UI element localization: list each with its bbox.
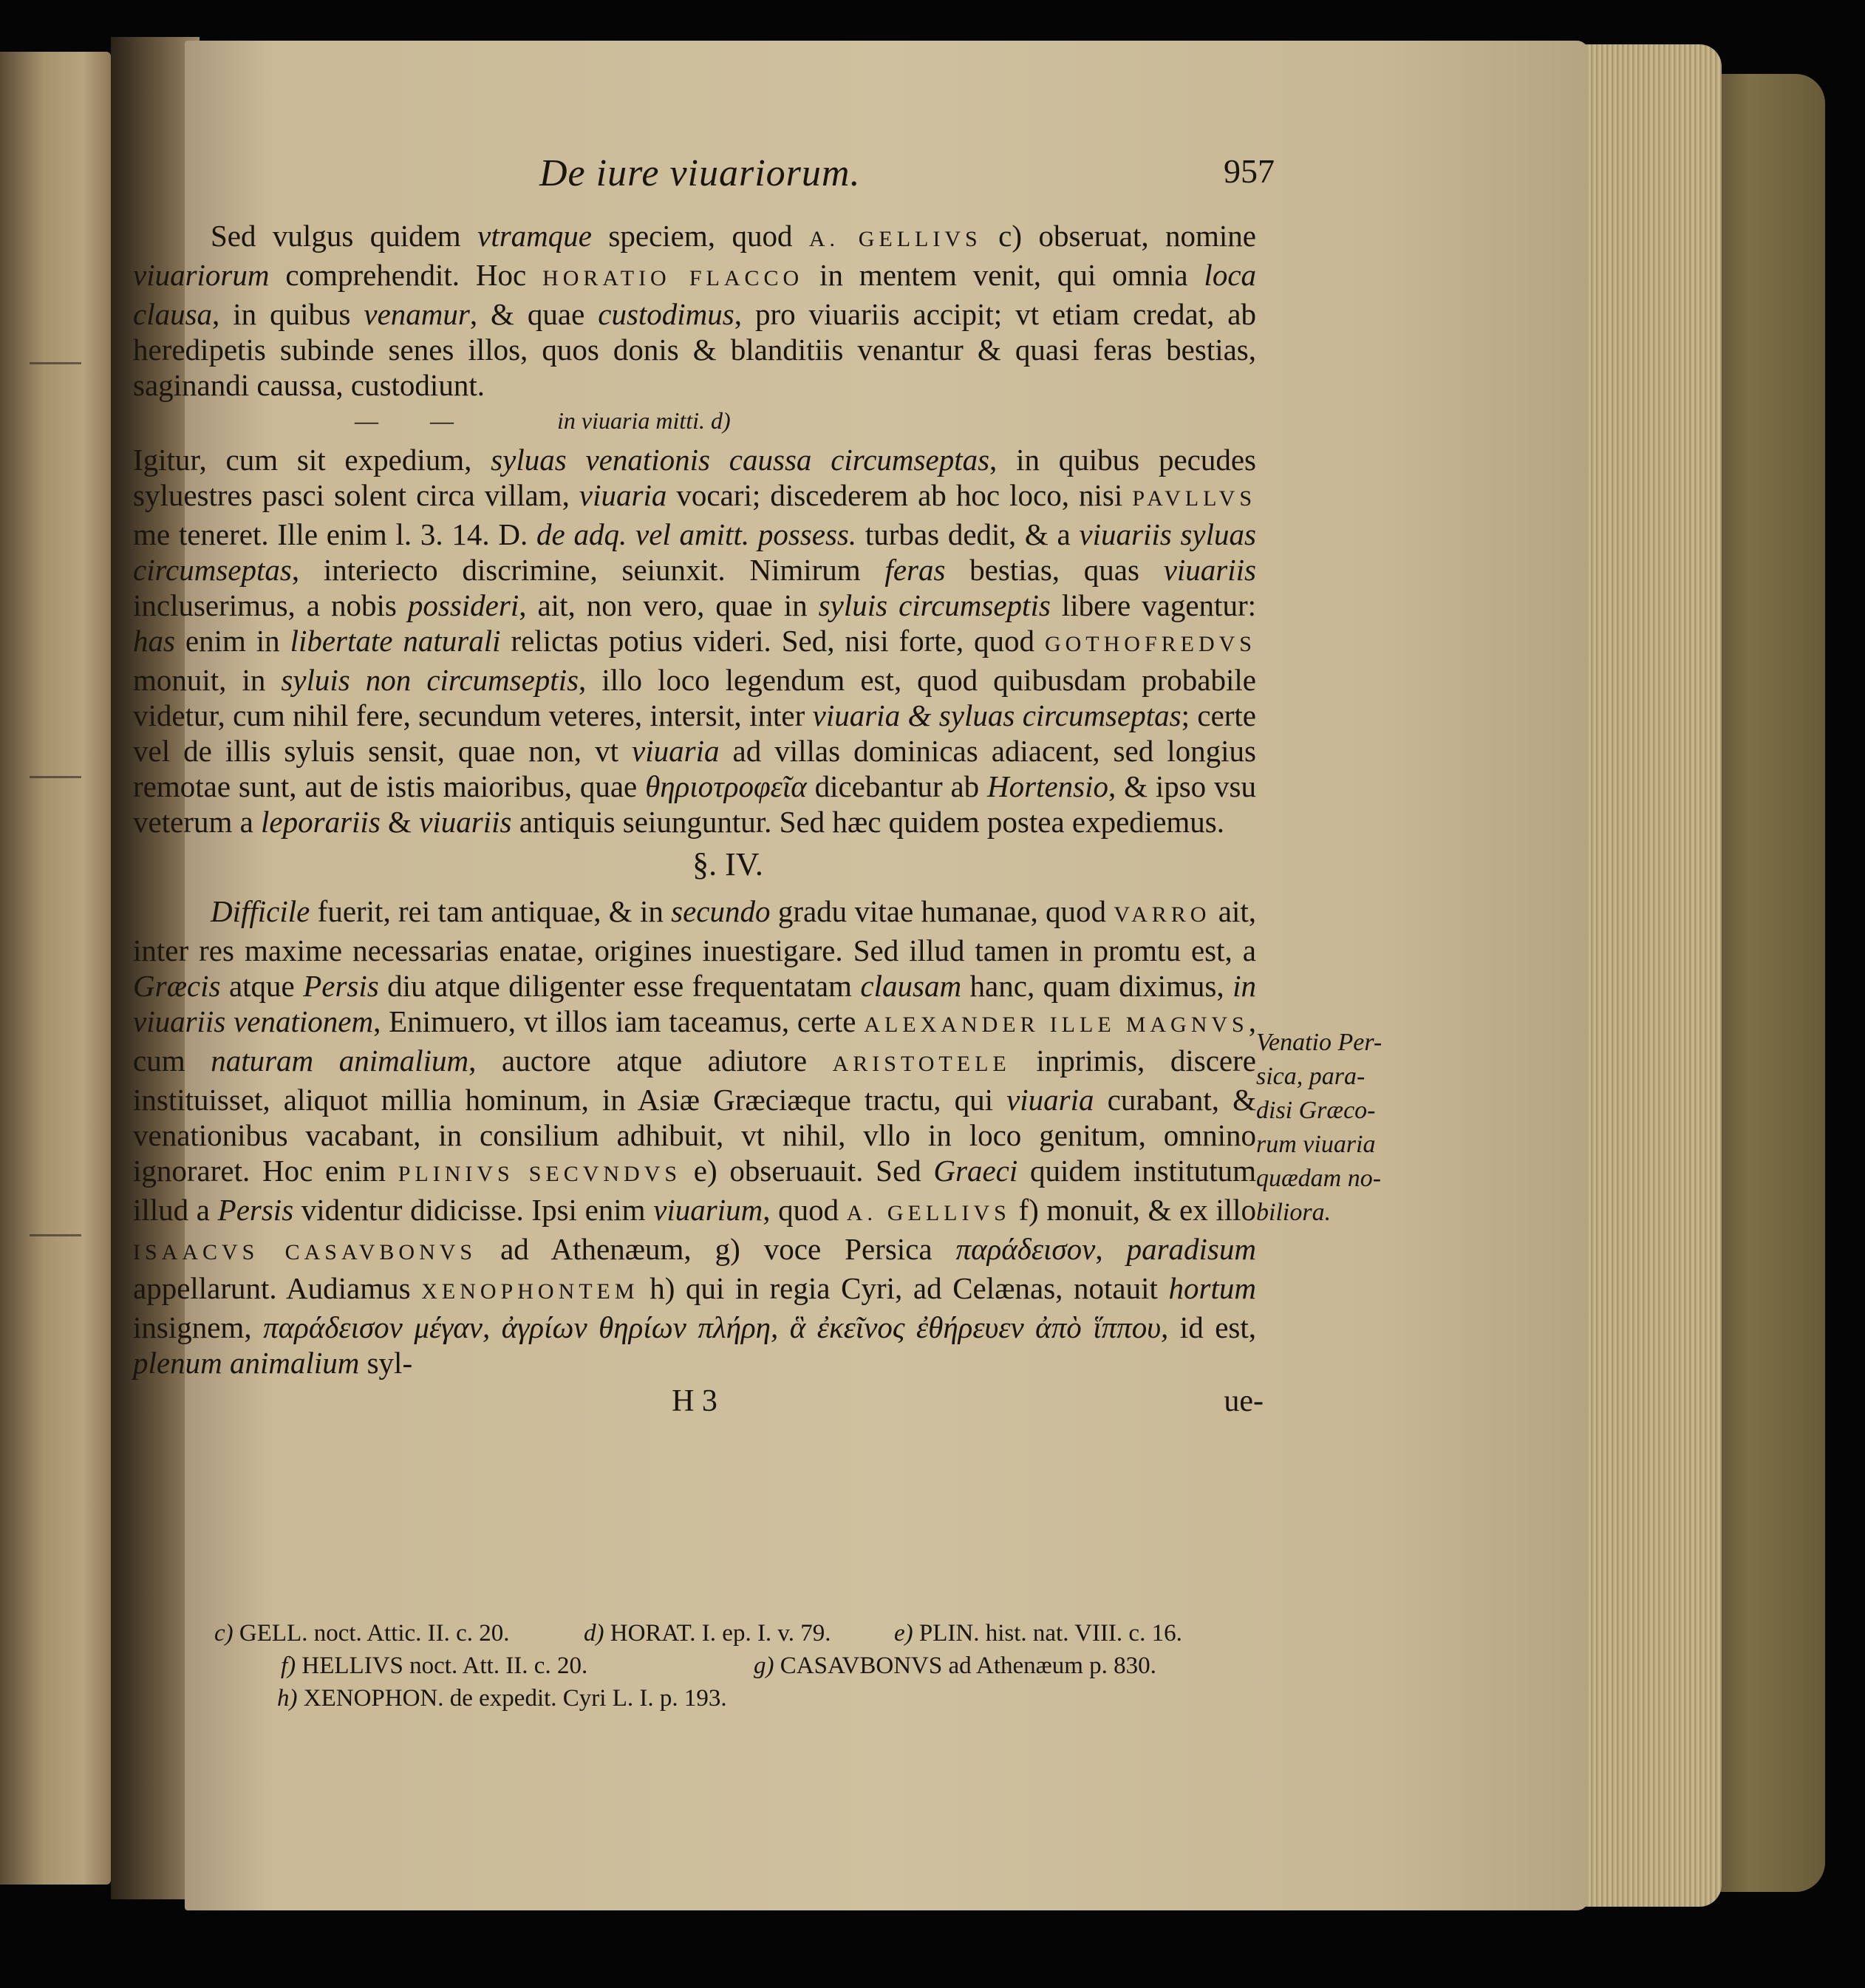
catchword: ue- bbox=[1224, 1384, 1264, 1418]
footnote-d: d) HORAT. I. ep. I. v. 79. bbox=[584, 1620, 831, 1647]
section-heading: §. IV. bbox=[692, 846, 763, 882]
footnote-f: f) HELLIVS noct. Att. II. c. 20. bbox=[281, 1652, 588, 1679]
page-number: 957 bbox=[1224, 152, 1275, 190]
margin-note-line: quædam no- bbox=[1256, 1165, 1382, 1192]
signature-line bbox=[133, 1383, 1264, 1419]
footnote-g: g) CASAVBONVS ad Athenæum p. 830. bbox=[754, 1652, 1156, 1679]
margin-note-line: rum viuaria bbox=[1256, 1131, 1376, 1158]
footnote-row bbox=[214, 1682, 1286, 1715]
signature-mark: H 3 bbox=[672, 1384, 717, 1418]
left-page-mark bbox=[30, 776, 81, 778]
left-page-mark bbox=[30, 1234, 81, 1236]
footnotes bbox=[214, 1617, 1286, 1715]
margin-note-line: Venatio Per- bbox=[1256, 1029, 1382, 1056]
text-block bbox=[133, 152, 1275, 1419]
verse-quote: — — in viuaria mitti. d) bbox=[355, 407, 731, 434]
running-head-title: De iure viuariorum. bbox=[539, 152, 861, 194]
margin-note-line: biliora. bbox=[1256, 1199, 1332, 1226]
footnote-row bbox=[214, 1650, 1286, 1682]
margin-note bbox=[1256, 1026, 1426, 1230]
paragraph-2: Igitur, cum sit expedium, syluas venationis caussa circumseptas, in quibus pecudes syluestres pasci solent circa villam, viuaria vocari; discederem ab hoc loco, nisi PAVLLVS me teneret. Ille enim l. 3. 14. D. de adq. vel amitt. possess. turbas dedit, & a viuariis syluas circumseptas, interiecto discrimine, seiunxit. Nimirum feras bestias, quas viuariis incluserimus, a nobis possideri, ait, non vero, quae in syluis circumseptis libere vagentur: has enim in libertate naturali relictas potius videri. Sed, nisi forte, quod GOTHOFREDVS monuit, in syluis non circumseptis, illo loco legendum est, quod quibusdam probabile videtur, cum nihil fere, secundum veteres, intersit, inter viuaria & syluas circumseptas; certe vel de illis syluis sensit, quae non, vt viuaria ad villas dominicas adiacent, sed longius remotae sunt, aut de istis maioribus, quae θηριοτροφεῖα dicebantur ab Hortensio, & ipso vsu veterum a leporariis & viuariis antiquis seiunguntur. Sed hæc quidem postea expediemus. bbox=[133, 443, 1257, 839]
margin-note-line: sica, para- bbox=[1256, 1063, 1365, 1090]
footnote-c: c) GELL. noct. Attic. II. c. 20. bbox=[214, 1620, 510, 1647]
running-head bbox=[133, 152, 1275, 218]
footnote-h: h) XENOPHON. de expedit. Cyri L. I. p. 193. bbox=[277, 1685, 727, 1712]
paragraph-1: Sed vulgus quidem vtramque speciem, quod A. GELLIVS c) obseruat, nomine viuariorum comprehendit. Hoc HORATIO FLACCO in mentem venit, qui omnia loca clausa, in quibus venamur, & quae custodimus, pro viuariis accipit; vt etiam credat, ab heredipetis subinde senes illos, quos donis & blanditiis venantur & quasi feras bestias, saginandi caussa, custodiunt. bbox=[133, 219, 1257, 402]
left-page-mark bbox=[30, 362, 81, 364]
footnote-row bbox=[214, 1617, 1286, 1650]
paragraph-3: Difficile fuerit, rei tam antiquae, & in secundo gradu vitae humanae, quod VARRO ait, inter res maxime necessarias enatae, origines inuestigare. Sed illud tamen in promtu est, a Græcis atque Persis diu atque diligenter esse frequentatam clausam hanc, quam diximus, in viuariis venationem, Enimuero, vt illos iam taceamus, certe ALEXANDER ILLE MAGNVS, cum naturam animalium, auctore atque adiutore ARISTOTELE inprimis, discere instituisset, aliquot millia hominum, in Asiæ Græciæque tractu, qui viuaria curabant, & venationibus vacabant, in consilium adhibuit, vt nihil, vllo in loco genitum, omnino ignoraret. Hoc enim PLINIVS SECVNDVS e) obseruauit. Sed Graeci quidem institutum illud a Persis videntur didicisse. Ipsi enim viuarium, quod A. GELLIVS f) monuit, & ex illo ISAACVS CASAVBONVS ad Athenæum, g) voce Persica παράδεισον, paradisum appellarunt. Audiamus XENOPHONTEM h) qui in regia Cyri, ad Celænas, notauit hortum insignem, παράδεισον μέγαν, ἀγρίων θηρίων πλήρη, ἃ ἐκεῖνος ἐθήρευεν ἀπὸ ἵππου, id est, plenum animalium syl- bbox=[133, 894, 1257, 1380]
margin-note-line: disi Græco- bbox=[1256, 1097, 1376, 1124]
left-page-edge bbox=[0, 52, 111, 1885]
footnote-e: e) PLIN. hist. nat. VIII. c. 16. bbox=[894, 1620, 1182, 1647]
